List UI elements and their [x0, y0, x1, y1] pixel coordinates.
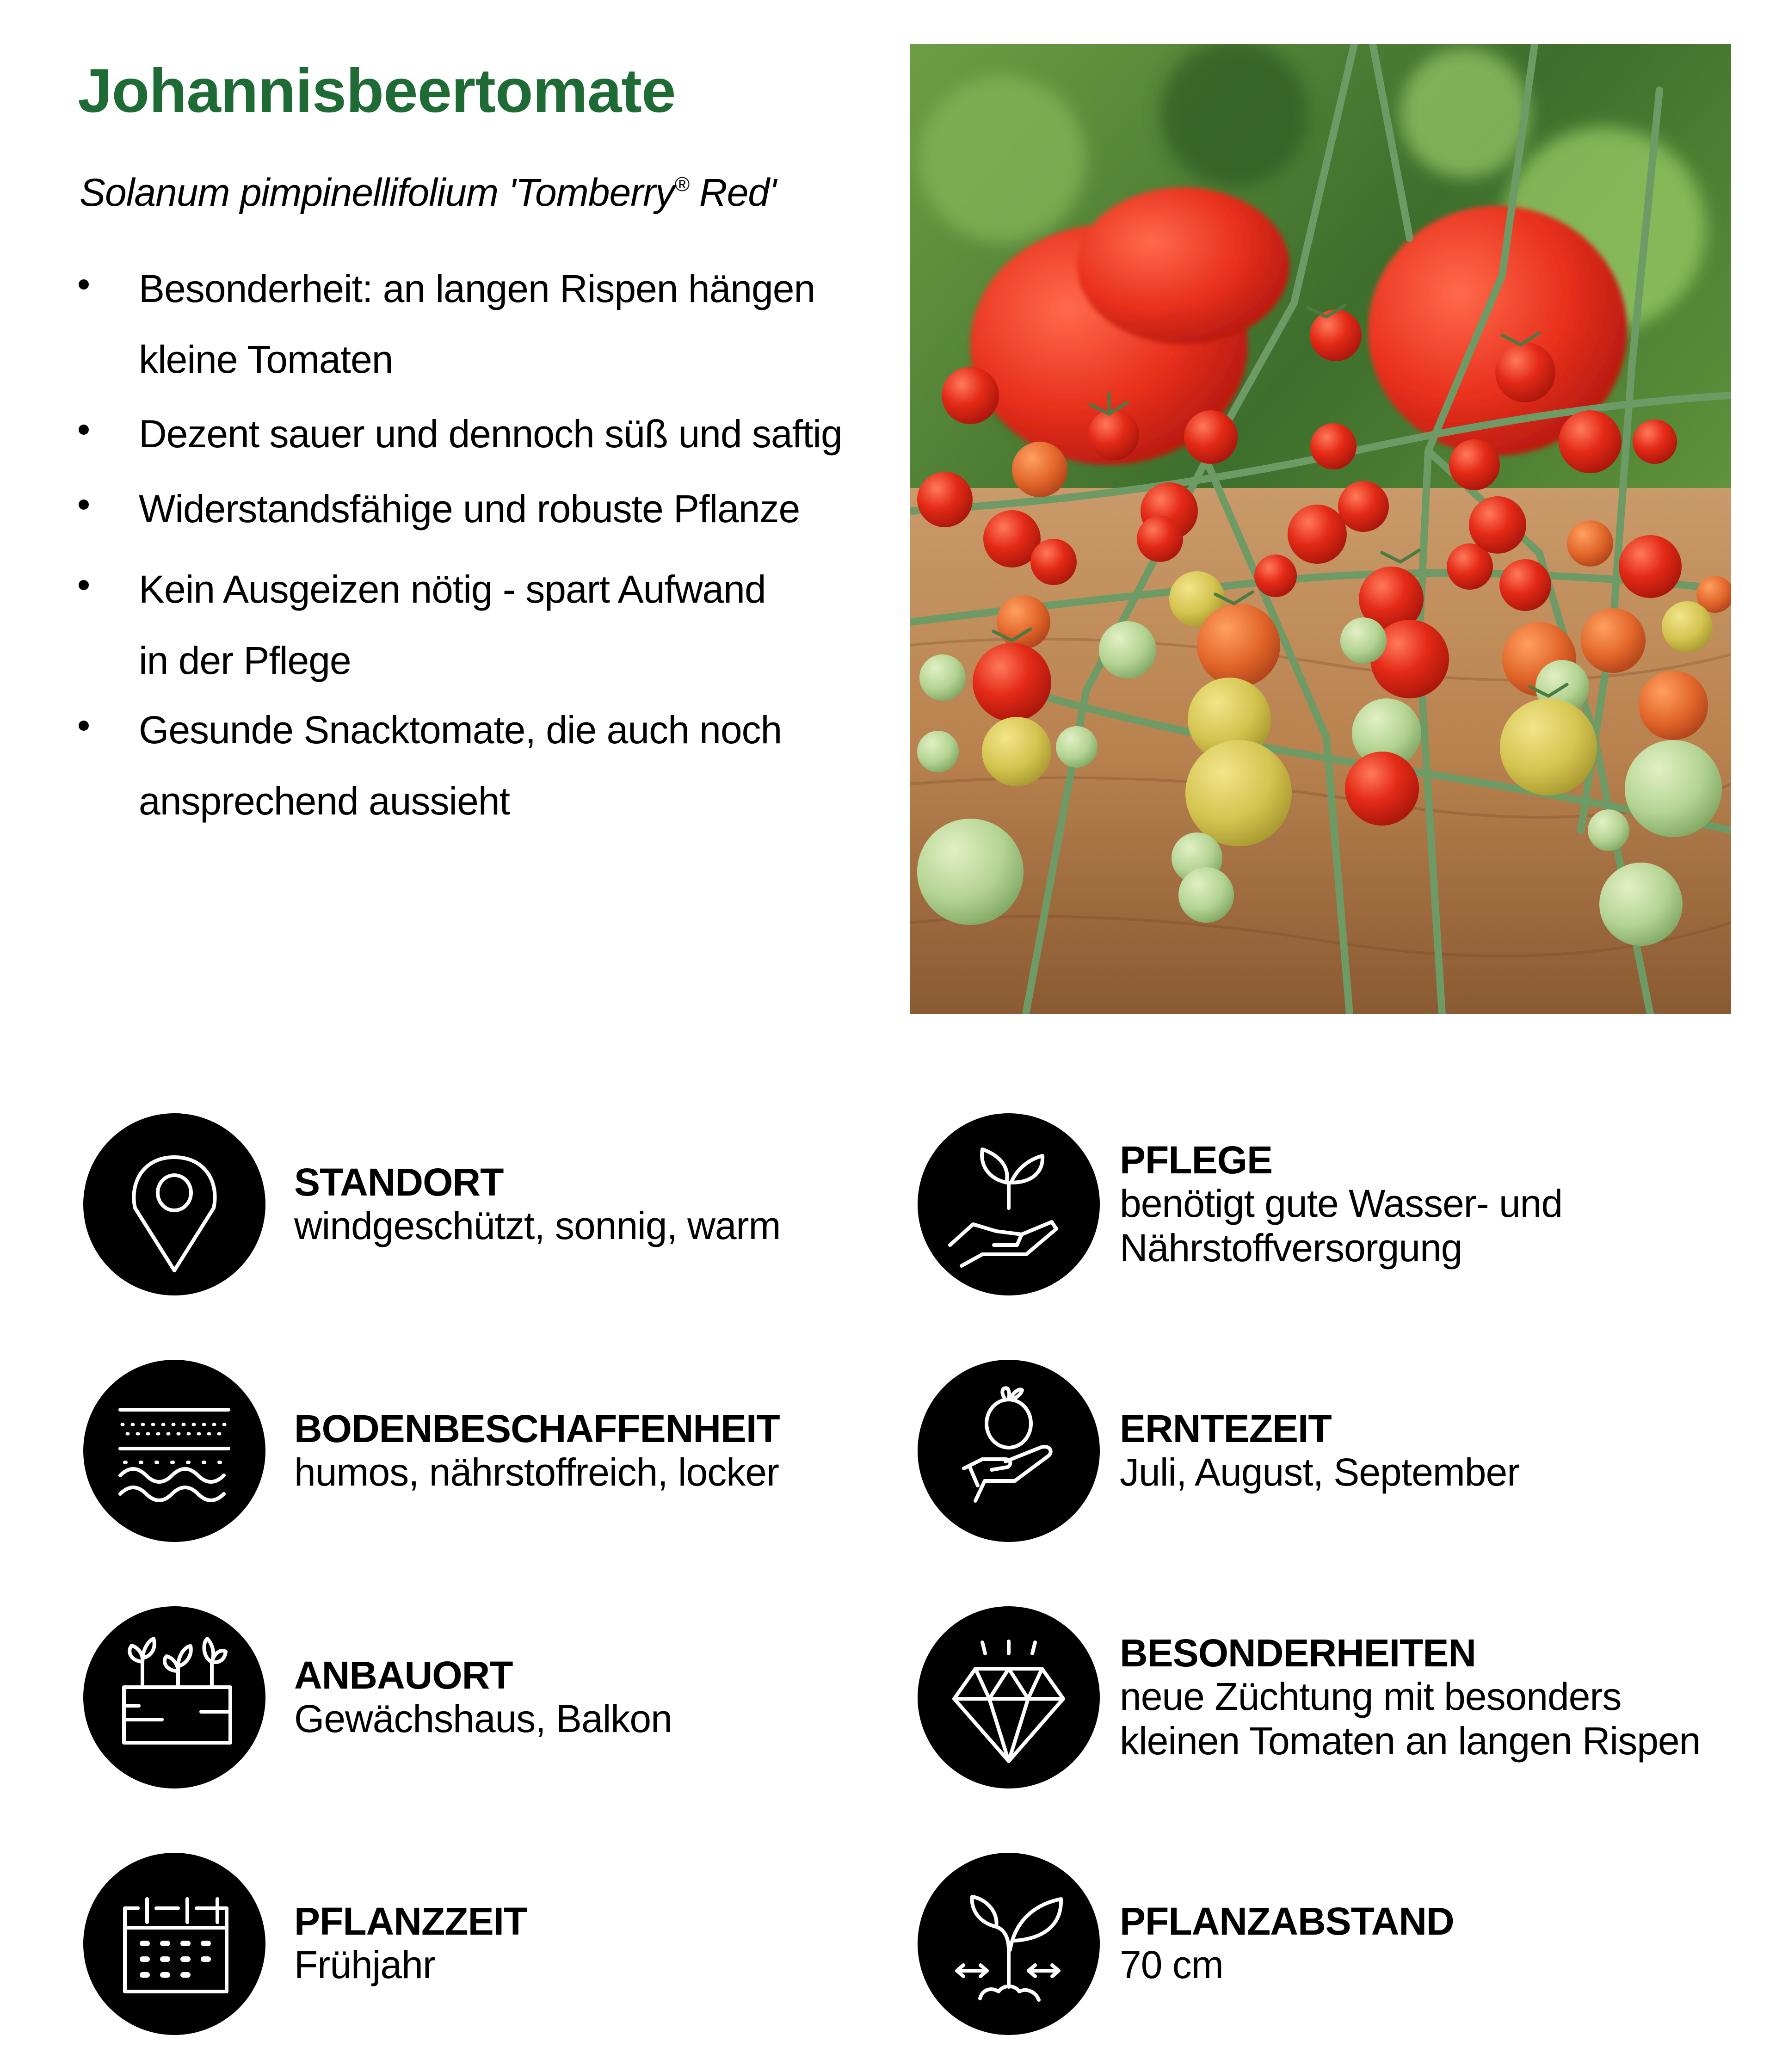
feature-value: neue Züchtung mit besonders [1120, 1675, 1622, 1718]
page-title: Johannisbeertomate [78, 56, 676, 125]
diamond-icon [918, 1606, 1100, 1788]
feature-value: benötigt gute Wasser- und [1120, 1182, 1563, 1225]
soil-layers-icon [83, 1360, 265, 1542]
bullet-2-line-1: Dezent sauer und dennoch süß und saftig [139, 412, 842, 456]
bullet-3-line-1: Widerstandsfähige und robuste Pflanze [139, 487, 800, 530]
product-photo [910, 44, 1731, 1014]
tomato-photo-illustration [910, 44, 1731, 1014]
bullet-dot [79, 721, 89, 731]
bullet-4-line-1: Kein Ausgeizen nötig - spart Aufwand [139, 567, 766, 611]
bullet-dot [79, 279, 89, 290]
feature-heading: STANDORT [294, 1160, 504, 1204]
botanical-name-main: Solanum pimpinellifolium 'Tomberry [80, 171, 675, 214]
feature-value: Frühjahr [294, 1943, 435, 1986]
feature-heading: BESONDERHEITEN [1120, 1631, 1476, 1675]
feature-value: Nährstoffversorgung [1120, 1226, 1462, 1270]
feature-heading: PFLANZABSTAND [1120, 1899, 1454, 1943]
bullet-1-line-2: kleine Tomaten [139, 338, 393, 381]
bullet-dot [79, 580, 89, 590]
feature-value: Juli, August, September [1120, 1450, 1520, 1494]
bullet-1-line-1: Besonderheit: an langen Rispen hängen [139, 267, 815, 310]
plant-spacing-icon [918, 1853, 1100, 2035]
botanical-name-cultivar-end: Red' [689, 171, 777, 214]
bullet-5-line-2: ansprechend aussieht [139, 779, 510, 823]
feature-value: 70 cm [1120, 1943, 1223, 1986]
bullet-5-line-1: Gesunde Snacktomate, die auch noch [139, 708, 782, 752]
feature-heading: PFLEGE [1120, 1138, 1273, 1182]
botanical-name [80, 170, 776, 215]
bullet-4-line-2: in der Pflege [139, 639, 351, 682]
calendar-icon [83, 1853, 265, 2035]
feature-heading: PFLANZZEIT [294, 1899, 527, 1943]
location-pin-icon [83, 1113, 265, 1295]
feature-heading: BODENBESCHAFFENHEIT [294, 1407, 780, 1450]
registered-mark: ® [674, 173, 689, 196]
bullet-dot [79, 425, 89, 435]
feature-value: Gewächshaus, Balkon [294, 1697, 672, 1740]
bullet-dot [79, 500, 89, 510]
seedling-in-hand-icon [918, 1113, 1100, 1295]
feature-value: windgeschützt, sonnig, warm [294, 1204, 781, 1247]
feature-value: humos, nährstoffreich, locker [294, 1450, 779, 1494]
fruit-in-hand-icon [918, 1360, 1100, 1542]
feature-heading: ANBAUORT [294, 1653, 513, 1697]
planter-box-icon [83, 1606, 265, 1788]
feature-heading: ERNTEZEIT [1120, 1407, 1332, 1450]
feature-value: kleinen Tomaten an langen Rispen [1120, 1719, 1701, 1763]
